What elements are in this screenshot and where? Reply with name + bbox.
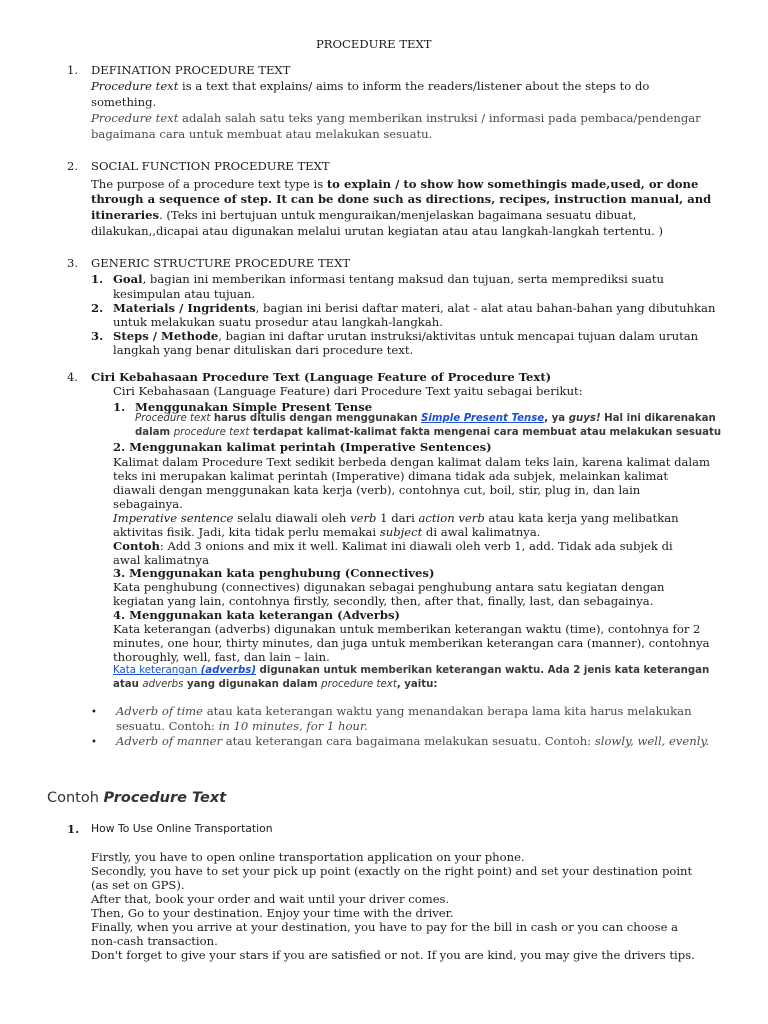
section-2-line-3: itineraries. (Teks ini bertujuan untuk menguraikan/menjelaskan bagaimana sesuatu dibuat, (91, 208, 637, 222)
example-line-4: After that, book your order and wait until your driver comes. (91, 892, 450, 906)
page-title: PROCEDURE TEXT (316, 37, 432, 51)
bullet-icon: • (91, 707, 97, 718)
structure-item-2: Materials / Ingridents, bagian ini berisi daftar materi, alat - alat atau bahan-bahan yang dibutuhkan (113, 301, 716, 315)
section-1-line-3: Procedure text adalah salah satu teks yang memberikan instruksi / informasi pada pembaca/pendengar (91, 111, 701, 125)
example-line-3: (as set on GPS). (91, 878, 185, 892)
feature-3-line-1: Kata penghubung (connectives) digunakan sebagai penghubung antara satu kegiatan dengan (113, 580, 665, 594)
structure-item-3: Steps / Methode, bagian ini daftar urutan instruksi/aktivitas untuk mencapai tujuan dalam urutan (113, 329, 699, 343)
section-2-line-2: through a sequence of step. It can be done such as directions, recipes, instruction manual, and (91, 192, 712, 206)
section-2-line-1: The purpose of a procedure text type is to explain / to show how somethingis made,used, or done (91, 177, 699, 191)
section-2-number: 2. (67, 159, 79, 173)
feature-2-line-2: teks ini merupakan kalimat perintah (Imperative) dimana tidak ada subjek, melainkan kalimat (113, 469, 668, 483)
structure-item-2-cont: untuk melakukan suatu prosedur atau langkah-langkah. (113, 315, 443, 329)
feature-4-line-2: minutes, one hour, thirty minutes, dan juga untuk memberikan keterangan cara (manner), contohnya (113, 636, 710, 650)
example-heading: Contoh Procedure Text (47, 790, 227, 806)
feature-2-line-3: diawali dengan menggunakan kata kerja (verb), contohnya cut, boil, stir, plug in, dan lain (113, 483, 641, 497)
section-1-line-1: Procedure text is a text that explains/ aims to inform the readers/listener about the steps to do (91, 79, 650, 93)
example-line-7: non-cash transaction. (91, 934, 218, 948)
feature-1-line-1: Procedure text harus ditulis dengan menggunakan Simple Present Tense, ya guys! Hal ini dikarenakan (135, 413, 716, 424)
adverb-intro-line-2: atau adverbs yang digunakan dalam procedure text, yaitu: (113, 679, 438, 690)
simple-present-tense-link[interactable]: Simple Present Tense (421, 413, 545, 424)
feature-2-title: 2. Menggunakan kalimat perintah (Imperative Sentences) (113, 440, 492, 454)
adverb-of-manner-line: Adverb of manner atau keterangan cara bagaimana melakukan sesuatu. Contoh: slowly, well, evenly. (116, 734, 710, 748)
section-3-heading: GENERIC STRUCTURE PROCEDURE TEXT (91, 256, 351, 270)
feature-4-line-3: thoroughly, well, fast, dan lain – lain. (113, 650, 330, 664)
example-line-8: Don't forget to give your stars if you are satisfied or not. If you are kind, you may give the drivers tips. (91, 948, 695, 962)
feature-3-title: 3. Menggunakan kata penghubung (Connectives) (113, 566, 435, 580)
example-title: How To Use Online Transportation (91, 822, 273, 835)
section-3-number: 3. (67, 256, 79, 270)
section-2-line-4: dilakukan,,dicapai atau digunakan melalui urutan kegiatan atau atau langkah-langkah tertentu. ) (91, 224, 664, 238)
feature-4-title: 4. Menggunakan kata keterangan (Adverbs) (113, 608, 401, 622)
adverb-of-time-line-2: sesuatu. Contoh: in 10 minutes, for 1 hour. (116, 719, 368, 733)
feature-1-line-2: dalam procedure text terdapat kalimat-kalimat fakta mengenai cara membuat atau melakukan sesuatu (135, 427, 722, 438)
example-line-5: Then, Go to your destination. Enjoy your time with the driver. (91, 906, 454, 920)
structure-item-3-number: 3. (91, 329, 104, 343)
section-1-number: 1. (67, 63, 79, 77)
feature-4-line-1: Kata keterangan (adverbs) digunakan untuk memberikan keterangan waktu (time), contohnya for 2 (113, 622, 701, 636)
feature-1-number: 1. (113, 400, 126, 414)
example-line-6: Finally, when you arrive at your destination, you have to pay for the bill in cash or you can choose a (91, 920, 679, 934)
adverbs-link[interactable]: (adverbs) (200, 665, 256, 676)
structure-item-1-cont: kesimpulan atau tujuan. (113, 287, 256, 301)
structure-item-2-number: 2. (91, 301, 104, 315)
example-line-1: Firstly, you have to open online transportation application on your phone. (91, 850, 525, 864)
structure-item-3-cont: langkah yang benar dituliskan dari procedure text. (113, 343, 414, 357)
contoh-line-2: awal kalimatnya (113, 553, 209, 567)
section-4-heading: Ciri Kebahasaan Procedure Text (Language Feature of Procedure Text) (91, 370, 552, 384)
section-1-heading: DEFINATION PROCEDURE TEXT (91, 63, 291, 77)
feature-2-line-1: Kalimat dalam Procedure Text sedikit berbeda dengan kalimat dalam teks lain, karena kalimat dalam (113, 455, 711, 469)
section-4-number: 4. (67, 370, 79, 384)
feature-3-line-2: kegiatan yang lain, contohnya firstly, secondly, then, after that, finally, last, dan sebagainya. (113, 594, 654, 608)
section-2-heading: SOCIAL FUNCTION PROCEDURE TEXT (91, 159, 330, 173)
feature-2-line-4: sebagainya. (113, 497, 183, 511)
structure-item-1: Goal, bagian ini memberikan informasi tentang maksud dan tujuan, serta memprediksi suatu (113, 272, 664, 286)
bullet-icon: • (91, 737, 97, 748)
example-number: 1. (67, 822, 80, 836)
section-1-line-2: something. (91, 95, 157, 109)
section-1-line-4: bagaimana cara untuk membuat atau melakukan sesuatu. (91, 127, 433, 141)
imperative-line-2: aktivitas fisik. Jadi, kita tidak perlu memakai subject di awal kalimatnya. (113, 525, 541, 539)
section-4-intro: Ciri Kebahasaan (Language Feature) dari Procedure Text yaitu sebagai berikut: (113, 384, 583, 398)
adverb-intro-line-1: Kata keterangan (adverbs) digunakan untuk memberikan keterangan waktu. Ada 2 jenis kata keterangan (113, 665, 710, 676)
adverb-of-time-line-1: Adverb of time atau kata keterangan waktu yang menandakan berapa lama kita harus melakukan (116, 704, 692, 718)
structure-item-1-number: 1. (91, 272, 104, 286)
imperative-line-1: Imperative sentence selalu diawali oleh verb 1 dari action verb atau kata kerja yang melibatkan (113, 511, 679, 525)
contoh-line-1: Contoh: Add 3 onions and mix it well. Kalimat ini diawali oleh verb 1, add. Tidak ada subjek di (113, 539, 673, 553)
feature-1-title: Menggunakan Simple Present Tense (135, 400, 373, 414)
example-line-2: Secondly, you have to set your pick up point (exactly on the right point) and set your destination point (91, 864, 693, 878)
